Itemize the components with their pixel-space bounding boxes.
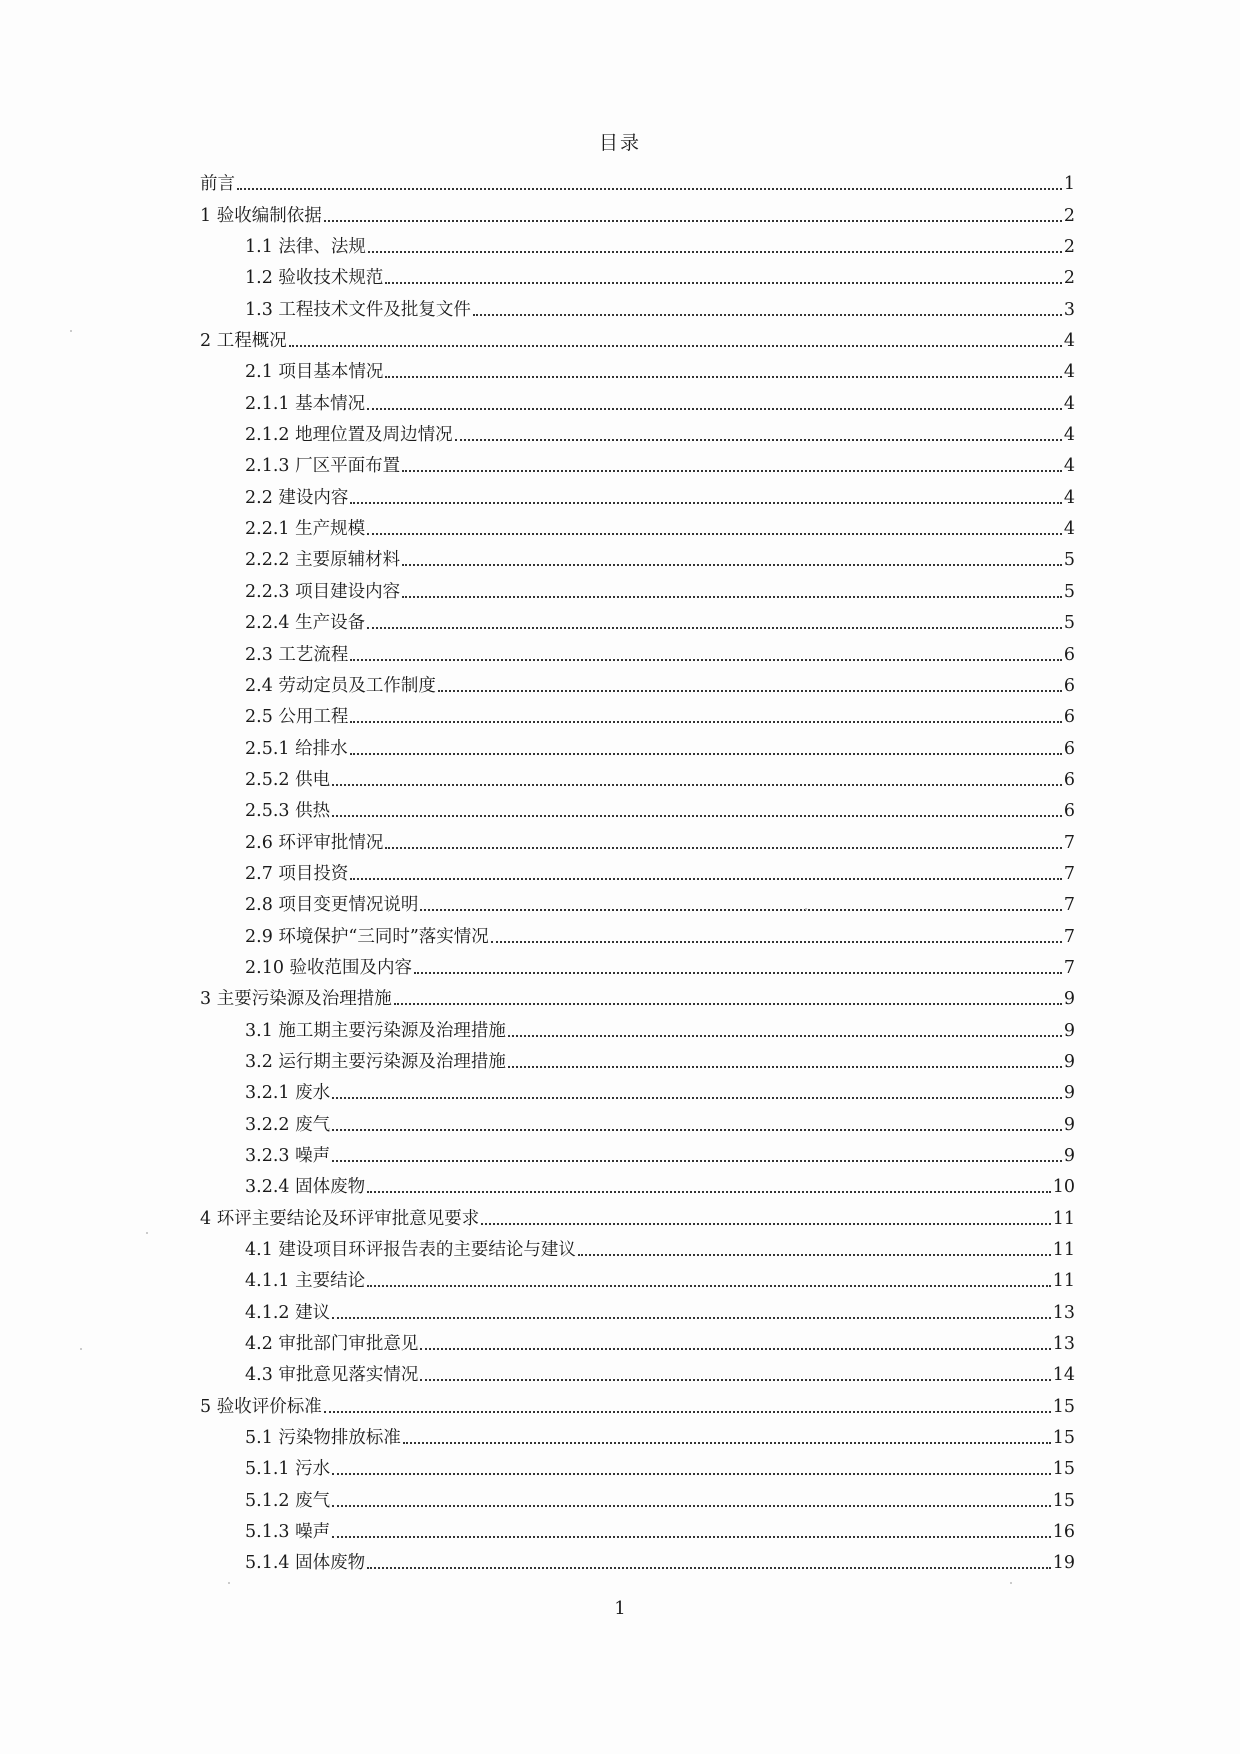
toc-dot-leader — [324, 1411, 1051, 1413]
toc-entry[interactable] — [200, 258, 1075, 289]
toc-entry[interactable] — [200, 885, 1075, 916]
toc-dot-leader — [367, 1285, 1051, 1287]
toc-entry-page: 14 — [1052, 1365, 1075, 1386]
toc-dot-leader — [385, 376, 1061, 378]
toc-dot-leader — [332, 1536, 1051, 1538]
toc-entry[interactable] — [200, 446, 1075, 477]
toc-entry[interactable] — [200, 1480, 1075, 1511]
toc-entry[interactable] — [200, 195, 1075, 226]
toc-entry-label: 前言 — [200, 174, 235, 195]
scan-speck — [1010, 1582, 1012, 1584]
toc-dot-leader — [508, 1066, 1062, 1068]
toc-entry[interactable] — [200, 540, 1075, 571]
toc-entry-page: 9 — [1063, 1114, 1075, 1135]
toc-entry-label: 2.2 建设内容 — [245, 487, 349, 508]
toc-dot-leader — [332, 1129, 1062, 1131]
page-number: 1 — [614, 1598, 626, 1619]
toc-entry-label: 2.2.1 生产规模 — [245, 519, 366, 540]
toc-dot-leader — [491, 941, 1062, 943]
toc-dot-leader — [332, 1097, 1062, 1099]
toc-entry[interactable] — [200, 1292, 1075, 1323]
toc-entry-page: 6 — [1063, 801, 1075, 822]
toc-entry-label: 4.1.2 建议 — [245, 1302, 331, 1323]
toc-entry-label: 4.1.1 主要结论 — [245, 1271, 366, 1292]
toc-entry[interactable] — [200, 1261, 1075, 1292]
toc-dot-leader — [508, 1035, 1062, 1037]
toc-entry-page: 5 — [1063, 581, 1075, 602]
toc-entry-label: 3.2.3 噪声 — [245, 1146, 331, 1166]
toc-entry[interactable] — [200, 1167, 1075, 1198]
toc-entry-page: 11 — [1052, 1271, 1075, 1292]
toc-entry[interactable] — [200, 352, 1075, 383]
toc-entry-label: 2.3 工艺流程 — [245, 644, 349, 665]
toc-entry[interactable] — [200, 383, 1075, 414]
toc-entry[interactable] — [200, 1073, 1075, 1104]
toc-entry-page: 11 — [1052, 1208, 1075, 1229]
toc-entry-page: 4 — [1063, 393, 1075, 414]
toc-entry-label: 2.8 项目变更情况说明 — [245, 895, 419, 916]
toc-entry[interactable] — [200, 603, 1075, 634]
toc-entry-label: 2.5.1 给排水 — [245, 738, 348, 759]
toc-entry-label: 2.9 环境保护“三同时”落实情况 — [245, 926, 489, 947]
toc-entry-page: 1 — [1063, 174, 1075, 195]
toc-entry-page: 6 — [1063, 738, 1075, 759]
toc-entry-label: 3.2 运行期主要污染源及治理措施 — [245, 1051, 506, 1072]
toc-entry-label: 2.2.4 生产设备 — [245, 613, 366, 634]
scan-speck — [146, 1232, 148, 1234]
toc-entry[interactable] — [200, 1198, 1075, 1229]
toc-entry-page: 6 — [1063, 707, 1075, 728]
toc-dot-leader — [350, 659, 1061, 661]
toc-entry-label: 4.2 审批部门审批意见 — [245, 1334, 419, 1355]
toc-entry-page: 13 — [1052, 1334, 1075, 1355]
toc-entry[interactable] — [200, 289, 1075, 320]
toc-dot-leader — [367, 627, 1062, 629]
toc-entry-label: 1.1 法律、法规 — [245, 237, 366, 258]
toc-entry-label: 2.5 公用工程 — [245, 707, 349, 728]
toc-entry-page: 4 — [1063, 425, 1075, 446]
toc-dot-leader — [332, 1505, 1051, 1507]
toc-entry-page: 2 — [1063, 268, 1075, 289]
toc-dot-leader — [420, 1348, 1050, 1350]
toc-entry[interactable] — [200, 948, 1075, 979]
toc-entry-page: 15 — [1052, 1396, 1075, 1417]
toc-entry-label: 2.1.2 地理位置及周边情况 — [245, 425, 453, 446]
toc-list — [200, 164, 1075, 1574]
toc-entry-page: 10 — [1052, 1177, 1075, 1198]
toc-entry-page: 15 — [1052, 1490, 1075, 1511]
toc-entry[interactable] — [200, 1104, 1075, 1135]
toc-dot-leader — [473, 314, 1062, 316]
toc-dot-leader — [578, 1254, 1051, 1256]
toc-entry-page: 7 — [1063, 926, 1075, 947]
toc-dot-leader — [289, 345, 1062, 347]
toc-dot-leader — [403, 1442, 1051, 1444]
toc-entry-page: 4 — [1063, 362, 1075, 383]
toc-entry[interactable] — [200, 1136, 1075, 1167]
toc-entry-page: 9 — [1063, 1020, 1075, 1041]
toc-entry-page: 11 — [1052, 1240, 1075, 1261]
toc-dot-leader — [402, 564, 1062, 566]
toc-dot-leader — [367, 533, 1062, 535]
toc-entry-label: 2.1.1 基本情况 — [245, 393, 366, 414]
toc-dot-leader — [367, 1191, 1051, 1193]
toc-entry-label: 5.1.3 噪声 — [245, 1522, 331, 1543]
toc-dot-leader — [237, 188, 1062, 190]
toc-entry[interactable] — [200, 164, 1075, 195]
toc-dot-leader — [438, 690, 1062, 692]
toc-dot-leader — [332, 815, 1062, 817]
toc-entry[interactable] — [200, 634, 1075, 665]
scan-speck — [70, 330, 72, 332]
toc-dot-leader — [350, 721, 1061, 723]
toc-dot-leader — [350, 878, 1061, 880]
toc-entry-page: 2 — [1063, 205, 1075, 226]
toc-entry-page: 4 — [1063, 331, 1075, 352]
scan-speck — [80, 1348, 82, 1350]
toc-entry-label: 4.3 审批意见落实情况 — [245, 1365, 419, 1386]
toc-entry-label: 5.1.4 固体废物 — [245, 1553, 366, 1574]
toc-entry-page: 13 — [1052, 1302, 1075, 1323]
toc-entry[interactable] — [200, 1418, 1075, 1449]
toc-entry[interactable] — [200, 1355, 1075, 1386]
toc-entry-page: 9 — [1063, 1051, 1075, 1072]
toc-entry-label: 2.4 劳动定员及工作制度 — [245, 675, 436, 696]
toc-entry-label: 3.2.2 废气 — [245, 1114, 331, 1135]
toc-entry-label: 4 环评主要结论及环评审批意见要求 — [200, 1208, 480, 1229]
toc-entry-page: 4 — [1063, 456, 1075, 477]
toc-entry[interactable] — [200, 571, 1075, 602]
toc-entry-page: 7 — [1063, 832, 1075, 853]
toc-dot-leader — [332, 784, 1062, 786]
toc-dot-leader — [385, 847, 1061, 849]
toc-entry-label: 1.3 工程技术文件及批复文件 — [245, 299, 471, 320]
toc-entry[interactable] — [200, 666, 1075, 697]
toc-entry-page: 9 — [1063, 989, 1075, 1010]
toc-entry-page: 7 — [1063, 957, 1075, 978]
toc-entry-page: 2 — [1063, 237, 1075, 258]
toc-dot-leader — [368, 251, 1062, 253]
toc-entry-label: 3 主要污染源及治理措施 — [200, 989, 392, 1010]
toc-entry[interactable] — [200, 697, 1075, 728]
toc-entry[interactable] — [200, 728, 1075, 759]
toc-entry[interactable] — [200, 1386, 1075, 1417]
toc-entry-label: 2.7 项目投资 — [245, 863, 349, 884]
toc-dot-leader — [350, 753, 1062, 755]
toc-dot-leader — [414, 972, 1062, 974]
toc-entry-label: 4.1 建设项目环评报告表的主要结论与建议 — [245, 1240, 576, 1261]
toc-entry-label: 3.1 施工期主要污染源及治理措施 — [245, 1020, 506, 1041]
toc-entry-page: 9 — [1063, 1146, 1075, 1166]
toc-entry[interactable] — [200, 1042, 1075, 1073]
toc-entry-page: 7 — [1063, 895, 1075, 916]
toc-dot-leader — [350, 502, 1061, 504]
scan-speck — [805, 908, 807, 910]
scan-speck — [228, 1582, 230, 1584]
toc-entry-label: 2.2.2 主要原辅材料 — [245, 550, 401, 571]
toc-entry[interactable] — [200, 791, 1075, 822]
toc-dot-leader — [367, 408, 1062, 410]
toc-entry[interactable] — [200, 1449, 1075, 1480]
toc-entry[interactable] — [200, 1230, 1075, 1261]
toc-entry-label: 2.2.3 项目建设内容 — [245, 581, 401, 602]
toc-entry-label: 3.2.1 废水 — [245, 1083, 331, 1104]
toc-entry-label: 3.2.4 固体废物 — [245, 1177, 366, 1198]
toc-entry-page: 7 — [1063, 863, 1075, 884]
toc-entry-page: 16 — [1052, 1522, 1075, 1543]
toc-dot-leader — [324, 220, 1062, 222]
toc-entry[interactable] — [200, 509, 1075, 540]
toc-entry[interactable] — [200, 916, 1075, 947]
toc-dot-leader — [402, 470, 1062, 472]
toc-entry-page: 19 — [1052, 1553, 1075, 1574]
toc-entry[interactable] — [200, 227, 1075, 258]
toc-entry-page: 3 — [1063, 299, 1075, 320]
toc-entry-label: 2.1.3 厂区平面布置 — [245, 456, 401, 477]
toc-entry-page: 6 — [1063, 675, 1075, 696]
toc-entry-label: 5 验收评价标准 — [200, 1396, 322, 1417]
toc-entry[interactable] — [200, 1512, 1075, 1543]
toc-dot-leader — [385, 282, 1061, 284]
toc-title: 目录 — [598, 132, 641, 154]
toc-entry[interactable] — [200, 1010, 1075, 1041]
toc-entry[interactable] — [200, 477, 1075, 508]
toc-dot-leader — [367, 1567, 1051, 1569]
toc-entry-label: 1.2 验收技术规范 — [245, 268, 384, 289]
toc-entry[interactable] — [200, 1543, 1075, 1574]
toc-entry[interactable] — [200, 854, 1075, 885]
toc-dot-leader — [481, 1223, 1051, 1225]
toc-entry-label: 2.6 环评审批情况 — [245, 832, 384, 853]
toc-dot-leader — [332, 1160, 1062, 1162]
toc-entry[interactable] — [200, 822, 1075, 853]
toc-entry[interactable] — [200, 979, 1075, 1010]
toc-entry[interactable] — [200, 321, 1075, 352]
toc-entry-page: 15 — [1052, 1459, 1075, 1480]
toc-entry-label: 2.10 验收范围及内容 — [245, 957, 413, 978]
toc-entry-page: 5 — [1063, 550, 1075, 571]
toc-dot-leader — [420, 909, 1061, 911]
toc-dot-leader — [455, 439, 1062, 441]
toc-entry-page: 6 — [1063, 644, 1075, 665]
toc-entry-page: 5 — [1063, 613, 1075, 634]
toc-dot-leader — [420, 1379, 1050, 1381]
toc-dot-leader — [332, 1473, 1051, 1475]
toc-entry[interactable] — [200, 415, 1075, 446]
toc-entry-label: 5.1.2 废气 — [245, 1490, 331, 1511]
toc-entry-label: 1 验收编制依据 — [200, 205, 322, 226]
toc-entry[interactable] — [200, 1324, 1075, 1355]
toc-entry-page: 4 — [1063, 519, 1075, 540]
toc-dot-leader — [402, 596, 1062, 598]
toc-entry-page: 4 — [1063, 487, 1075, 508]
toc-entry-page: 15 — [1052, 1428, 1075, 1449]
toc-entry-label: 2.1 项目基本情况 — [245, 362, 384, 383]
toc-entry[interactable] — [200, 760, 1075, 791]
toc-entry-page: 9 — [1063, 1083, 1075, 1104]
toc-entry-label: 5.1 污染物排放标准 — [245, 1428, 401, 1449]
toc-entry-label: 5.1.1 污水 — [245, 1459, 331, 1480]
toc-entry-page: 6 — [1063, 769, 1075, 790]
toc-entry-label: 2.5.2 供电 — [245, 769, 331, 790]
toc-entry-label: 2.5.3 供热 — [245, 801, 331, 822]
toc-dot-leader — [332, 1317, 1051, 1319]
toc-entry-label: 2 工程概况 — [200, 331, 287, 352]
toc-dot-leader — [394, 1003, 1062, 1005]
